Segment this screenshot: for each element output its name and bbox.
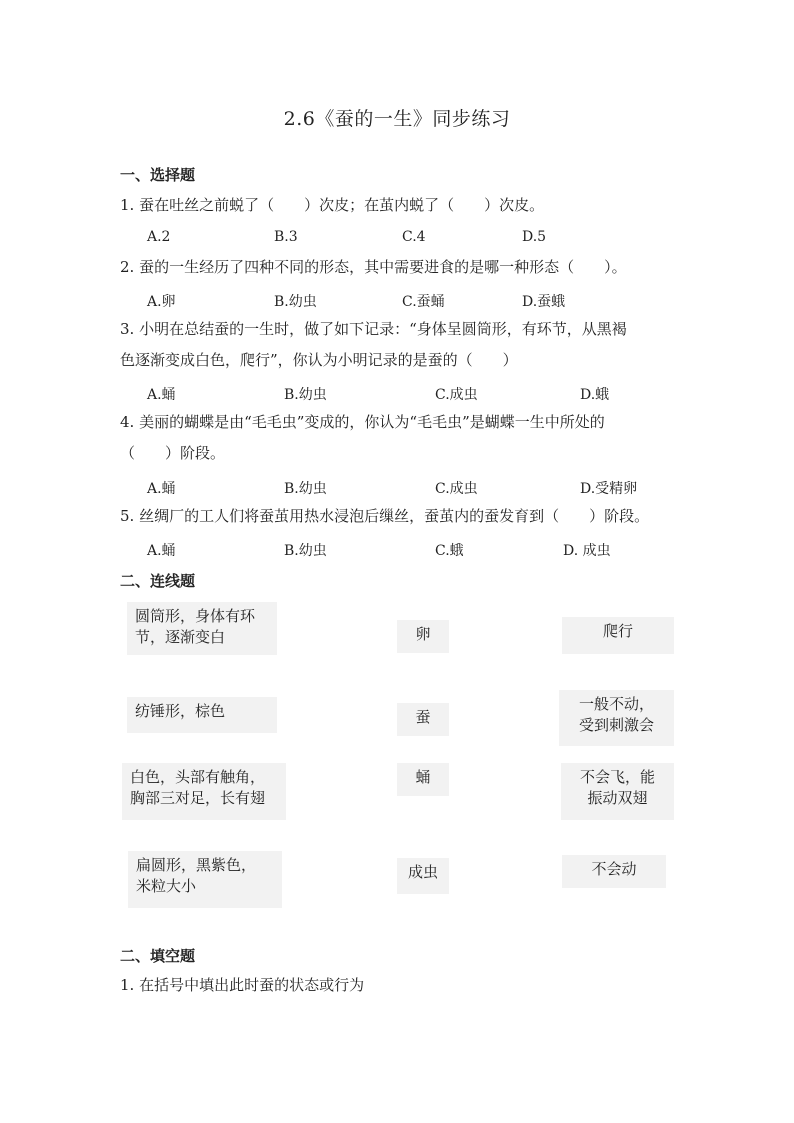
matching-left-box-4 [128, 851, 282, 908]
fill-question-1: 1. 在括号中填出此时蚕的状态或行为 [120, 976, 365, 994]
question-3-option-a: A.蛹 [147, 387, 176, 403]
question-1-option-c: C.4 [402, 229, 426, 245]
question-2-option-b: B.幼虫 [274, 294, 317, 310]
matching-middle-box-3 [397, 763, 449, 796]
matching-left-box-1 [127, 602, 277, 655]
matching-right-box-3-line-2: 振动双翅 [587, 789, 648, 807]
question-5-option-d: D. 成虫 [563, 543, 611, 559]
question-2: 2. 蚕的一生经历了四种不同的形态，其中需要进食的是哪一种形态（ ）。 [120, 258, 627, 276]
matching-middle-box-2-text: 蚕 [415, 708, 431, 726]
question-2-option-d: D.蚕蛾 [522, 294, 566, 310]
question-4-line-1: 4. 美丽的蝴蝶是由“毛毛虫”变成的，你认为“毛毛虫”是蝴蝶一生中所处的 [120, 413, 605, 431]
matching-right-box-3-line-1: 不会飞，能 [579, 768, 655, 786]
page-title: 2.6《蚕的一生》同步练习 [283, 108, 511, 130]
section-heading-matching: 二、连线题 [120, 572, 196, 590]
question-5-option-b: B.幼虫 [284, 543, 327, 559]
question-5-option-c: C.蛾 [435, 543, 464, 559]
matching-middle-box-1 [397, 620, 449, 653]
question-4-line-2: （ ）阶段。 [120, 444, 226, 462]
question-4-option-c: C.成虫 [435, 481, 478, 497]
question-2-option-c: C.蚕蛹 [402, 294, 445, 310]
question-5: 5. 丝绸厂的工人们将蚕茧用热水浸泡后缫丝，蚕茧内的蚕发育到（ ）阶段。 [120, 507, 650, 525]
matching-left-box-3 [122, 763, 286, 820]
matching-right-box-4-line-1: 不会动 [591, 860, 637, 878]
question-3-line-2: 色逐渐变成白色，爬行”，你认为小明记录的是蚕的（ ） [120, 351, 518, 369]
question-1-option-b: B.3 [274, 229, 298, 245]
question-1: 1. 蚕在吐丝之前蜕了（ ）次皮；在茧内蜕了（ ）次皮。 [120, 196, 545, 214]
matching-left-box-2 [127, 697, 277, 733]
section-heading-choice: 一、选择题 [120, 166, 196, 184]
matching-left-box-2-line-1: 纺锤形，棕色 [135, 702, 226, 720]
section-heading-fill: 二、填空题 [120, 947, 196, 965]
matching-left-box-3-line-1: 白色，头部有触角， [130, 768, 266, 786]
question-5-option-a: A.蛹 [147, 543, 176, 559]
matching-middle-box-1-text: 卵 [415, 625, 431, 643]
matching-middle-box-4 [397, 858, 449, 894]
matching-left-box-4-line-2: 米粒大小 [136, 877, 197, 895]
matching-right-box-2-line-1: 一般不动， [578, 695, 654, 713]
matching-middle-box-3-text: 蛹 [415, 768, 431, 786]
question-3-line-1: 3. 小明在总结蚕的一生时，做了如下记录：“身体呈圆筒形，有环节，从黑褐 [120, 320, 627, 338]
matching-right-box-1-line-1: 爬行 [602, 622, 633, 640]
matching-right-box-2 [559, 690, 674, 746]
question-3-option-d: D.蛾 [580, 387, 610, 403]
matching-right-box-2-line-2: 受到刺激会 [578, 716, 654, 734]
matching-left-box-1-line-1: 圆筒形，身体有环 [135, 607, 256, 625]
question-4-option-d: D.受精卵 [580, 481, 638, 497]
question-2-option-a: A.卵 [147, 294, 176, 310]
question-3-option-c: C.成虫 [435, 387, 478, 403]
matching-left-box-1-line-2: 节，逐渐变白 [135, 628, 226, 646]
matching-right-box-1 [562, 617, 674, 654]
matching-right-box-3 [561, 763, 674, 820]
question-4-option-a: A.蛹 [147, 481, 176, 497]
matching-right-box-4 [562, 855, 666, 888]
question-3-option-b: B.幼虫 [284, 387, 327, 403]
matching-middle-box-2 [397, 703, 449, 736]
question-1-option-d: D.5 [522, 229, 547, 245]
matching-left-box-3-line-2: 胸部三对足，长有翅 [130, 789, 266, 807]
matching-left-box-4-line-1: 扁圆形，黑紫色， [136, 856, 257, 874]
question-4-option-b: B.幼虫 [284, 481, 327, 497]
question-1-option-a: A.2 [147, 229, 171, 245]
matching-middle-box-4-text: 成虫 [407, 863, 438, 881]
